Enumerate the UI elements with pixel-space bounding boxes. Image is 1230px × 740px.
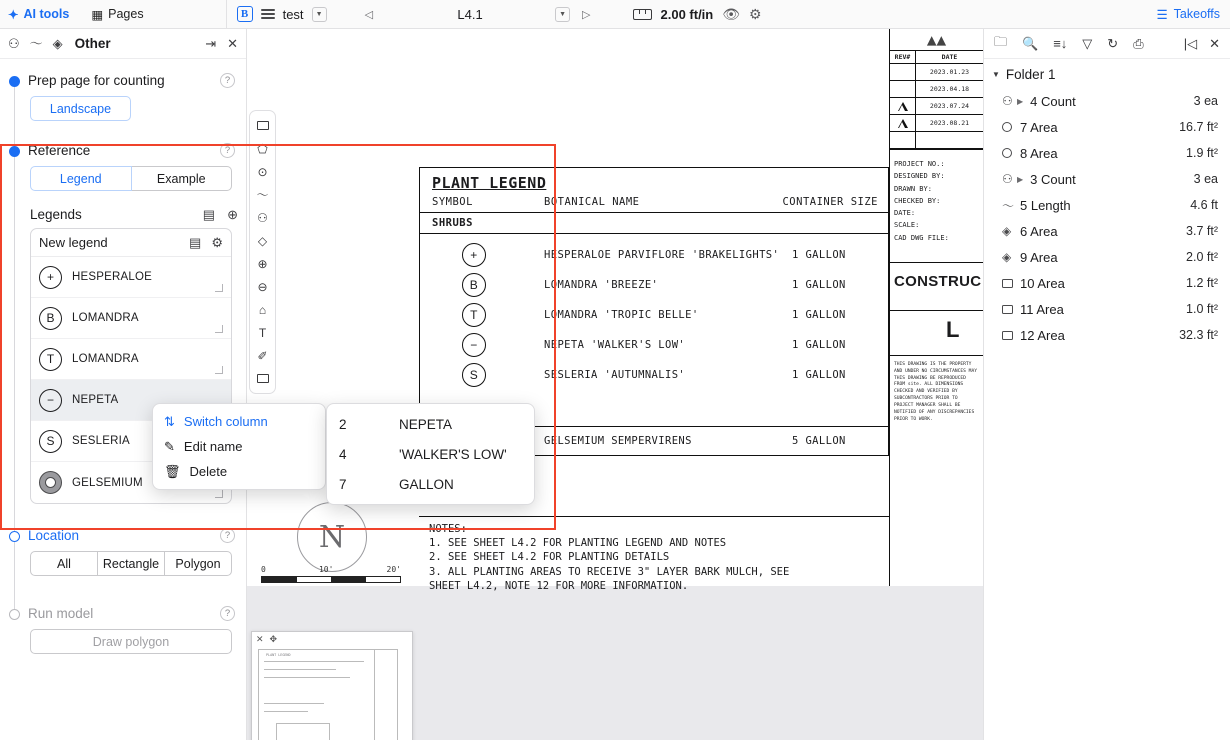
export-icon[interactable]: ⎙ [1133,35,1144,51]
count-tool-icon[interactable]: ⊙ [257,164,268,179]
note-line: SHEET L4.2, NOTE 12 FOR MORE INFORMATION. [429,579,689,592]
symbol-badge: T [39,348,62,371]
legend-row-name: NEPETA [72,394,119,406]
takeoff-value: 1.9 ft² [1186,146,1218,160]
note-line: 3. ALL PLANTING AREAS TO RECEIVE 3" LAYER BARK MULCH, SEE [429,565,790,578]
pages-label: Pages [108,7,144,21]
menu-item-label: Delete [189,464,228,479]
legend-settings-icon[interactable]: ⚙ [211,235,223,250]
column-option[interactable] [327,469,534,499]
page-dropdown-icon[interactable]: ▼ [555,7,570,22]
takeoff-name: 9 Area [1020,249,1058,265]
step-title [28,73,246,88]
meta-line: PROJECT NO.: [894,160,945,168]
current-page-label: L4.1 [457,6,483,22]
step-label: Reference [28,143,91,158]
plant-name: HESPERALOE PARVIFLORE 'BRAKELIGHTS' [544,249,780,261]
takeoffs-panel [983,29,1230,740]
polygon-tool-icon[interactable]: ⬠ [257,141,268,156]
scale-start: 0 [261,565,266,574]
plant-symbol: T [462,303,486,327]
count-icon: ⚇ [1002,172,1013,186]
symbol-badge: + [39,266,62,289]
area-icon[interactable]: ◈ [52,36,63,51]
revision-row [890,98,983,115]
takeoff-value: 32.3 ft² [1179,328,1218,342]
legend-columns-icon[interactable]: ▤ [189,235,202,250]
menu-item-edit-name[interactable] [153,434,325,459]
column-number: 4 [339,446,347,462]
header-container: CONTAINER SIZE [782,196,878,208]
menu-item-label: Switch column [183,414,268,429]
meta-line: SCALE: [894,221,920,230]
next-page-button[interactable]: ▷ [582,8,591,21]
column-value: 'WALKER'S LOW' [399,446,507,462]
takeoffs-toolbar [984,29,1230,59]
column-number: 7 [339,476,347,492]
rectangle-icon [1002,331,1017,340]
legends-header [30,207,238,222]
resize-grip[interactable] [215,325,223,333]
row-context-menu [152,403,326,490]
takeoff-name: 7 Area [1020,119,1058,135]
plant-symbol: + [462,243,486,267]
resize-grip[interactable] [215,490,223,498]
title-block [889,29,983,586]
chevron-down-icon[interactable]: ▼ [992,70,1000,79]
chevron-right-icon[interactable]: ▶ [1017,96,1024,106]
legend-row[interactable] [31,339,231,380]
takeoff-name: 11 Area [1020,301,1064,317]
plant-name: SESLERIA 'AUTUMNALIS' [544,369,686,381]
column-option[interactable] [327,409,534,439]
gear-icon[interactable]: ⚙ [749,5,762,22]
measure-tool-icon[interactable]: ✐ [257,348,268,363]
revision-row [890,115,983,132]
tab-rectangle[interactable]: Rectangle [98,551,165,576]
takeoff-name: 8 Area [1020,145,1058,161]
revision-row [890,81,983,98]
chevron-right-icon[interactable]: ▶ [1017,174,1024,184]
plant-size: 1 GALLON [792,279,846,291]
menu-icon[interactable] [261,6,275,21]
column-submenu [326,403,535,505]
sheet-number: L [946,316,960,342]
tab-legend[interactable]: Legend [30,166,132,191]
zoom-in-icon[interactable]: ⊕ [257,256,268,271]
takeoff-value: 4.6 ft [1190,198,1218,212]
plant-size: 1 GALLON [792,339,846,351]
page-thumbnail-overlay[interactable] [251,631,413,740]
legend-row-name: LOMANDRA [72,312,139,324]
header-botanical: BOTANICAL NAME [544,196,640,208]
close-icon[interactable]: ✕ [227,36,238,51]
count-icon: ⚇ [1002,94,1013,108]
legend-row[interactable] [31,298,231,339]
landscape-button[interactable]: Landscape [30,96,131,121]
page-navigator [353,7,603,22]
new-folder-icon[interactable]: 🗀 [994,33,1008,49]
legend-row[interactable] [31,257,231,298]
workflow-steps [0,59,246,654]
legend-card-header [31,229,231,257]
plant-name: LOMANDRA 'BREEZE' [544,279,659,291]
revision-row [890,132,983,149]
scale-value[interactable]: 2.00 ft/in [660,6,714,22]
takeoffs-label: Takeoffs [1173,7,1220,21]
plant-row [420,240,888,270]
plant-legend-title: PLANT LEGEND [432,174,547,192]
location-tabs [30,551,232,576]
takeoff-item[interactable] [984,140,1230,166]
area-icon: ◈ [1002,224,1012,238]
takeoff-value: 3 ea [1193,94,1218,108]
pencil-icon: ✎ [164,438,175,454]
area-icon [1002,148,1017,158]
panel-title: Other [74,36,111,51]
left-panel-header [0,29,246,59]
column-icon: ⇅ [164,413,175,429]
trash-icon: 🗑 [164,463,181,479]
help-icon[interactable]: ? [220,606,235,621]
dynamic-count-tool-icon[interactable]: ⚇ [257,210,268,225]
takeoff-name: 5 Length [1020,197,1071,213]
step-dot [9,76,20,87]
ruler-icon [633,9,652,20]
step-location [0,528,246,576]
plant-size: 1 GALLON [792,249,846,261]
takeoff-value: 3 ea [1193,172,1218,186]
area-icon: ◈ [1002,250,1012,264]
rectangle-icon [1002,279,1017,288]
folder-label: Folder 1 [1005,67,1056,82]
menu-item-switch-column[interactable] [153,409,325,434]
symbol-badge: B [39,307,62,330]
area-icon [1002,122,1017,132]
collapse-icon[interactable]: ⇥ [205,36,217,51]
takeoff-value: 2.0 ft² [1186,250,1218,264]
plant-row [420,360,888,390]
meta-line: DRAWN BY: [894,184,932,193]
ai-tools-label: AI tools [23,7,70,21]
meta-line: DESIGNED BY: [894,172,945,181]
north-letter: N [318,519,346,555]
tab-polygon[interactable]: Polygon [165,551,232,576]
legend-row-name: GELSEMIUM [72,476,143,489]
takeoffs-button[interactable] [1156,7,1220,22]
search-icon[interactable]: 🔍 [1022,35,1039,51]
bluebeam-logo-icon: B [237,6,253,22]
warning-triangle-icon [898,102,908,111]
meta-line: CHECKED BY: [894,196,941,205]
drawing-canvas[interactable] [247,29,983,740]
legend-name[interactable]: New legend [39,235,108,250]
length-icon: 〜 [1002,198,1015,213]
step-label: Prep page for counting [28,73,165,88]
plant-row [420,270,888,300]
refresh-icon[interactable]: ↻ [1107,35,1119,51]
previous-page-button[interactable]: ◁ [364,8,374,21]
titleblock-logo: ▲▲ [890,29,983,51]
takeoff-value: 1.0 ft² [1186,302,1218,316]
step-label: Run model [28,606,94,621]
legend-row-name: HESPERALOE [72,271,152,283]
plant-legend-headers [420,194,888,213]
plant-symbol: B [462,273,486,297]
add-legend-icon[interactable]: ⊕ [227,207,238,222]
symbol-badge: S [39,430,62,453]
meta-line: DATE: [894,209,916,217]
takeoff-name: 12 Area [1020,327,1065,343]
document-dropdown-icon[interactable]: ▼ [312,7,327,22]
scale-segment [633,6,762,23]
construction-label: CONSTRUC [894,272,982,290]
takeoff-name: 4 Count [1030,93,1076,109]
rectangle-tool-icon[interactable] [252,115,273,136]
rectangle-icon [1002,305,1017,314]
count-icon[interactable]: ⚇ [8,36,20,51]
sort-icon[interactable]: ≡↓ [1053,36,1068,51]
plant-size: 1 GALLON [792,369,846,381]
top-toolbar [0,0,1230,29]
document-name[interactable]: test [282,6,304,22]
pages-button[interactable] [91,7,143,22]
grid-icon: ▦ [91,7,104,22]
plant-row [420,330,888,360]
takeoff-item[interactable] [984,244,1230,270]
project-metadata [890,149,983,244]
plant-symbol: − [462,333,486,357]
plant-name: LOMANDRA 'TROPIC BELLE' [544,309,699,321]
legend-row-name: LOMANDRA [72,353,139,365]
step-label: Location [28,528,80,543]
tool-palette [249,110,276,394]
thumbnail-header [252,632,412,647]
thumbnail-body: PLANT LEGEND [252,647,412,740]
revision-date: 2023.04.18 [929,85,970,93]
takeoff-value: 16.7 ft² [1179,120,1218,134]
length-tool-icon[interactable]: 〜 [256,188,269,202]
filter-icon[interactable]: ▽ [1082,35,1093,51]
collapse-panel-icon[interactable]: |◁ [1183,35,1198,51]
plant-symbol: S [462,363,486,387]
scale-mid: 10' [318,565,334,574]
move-icon[interactable]: ✥ [269,634,278,644]
takeoff-folder[interactable] [984,59,1230,88]
menu-item-label: Edit name [183,439,243,454]
length-icon[interactable]: 〜 [29,36,43,51]
step-title [28,606,246,621]
takeoff-item[interactable] [984,114,1230,140]
revision-date: 2023.07.24 [929,102,970,110]
step-title [28,528,246,543]
help-icon[interactable]: ? [220,73,235,88]
plant-size: 5 GALLON [792,435,846,447]
plant-row [420,300,888,330]
eraser-tool-icon[interactable]: ◇ [257,233,268,248]
takeoff-item[interactable] [984,218,1230,244]
resize-grip[interactable] [215,366,223,374]
plant-name: NEPETA 'WALKER'S LOW' [544,339,686,351]
help-icon[interactable]: ? [220,143,235,158]
takeoff-item[interactable] [984,192,1230,218]
symbol-badge [39,471,62,494]
step-prep-page [0,73,246,121]
scale-bar [261,565,401,583]
column-number: 2 [339,416,347,432]
takeoff-item[interactable] [984,322,1230,348]
symbol-badge: − [39,389,62,412]
revision-table [890,51,983,149]
resize-grip[interactable] [215,284,223,292]
rev-header-date: DATE [941,53,958,61]
scale-end: 20' [386,565,401,574]
tab-all[interactable]: All [30,551,98,576]
close-icon[interactable]: ✕ [256,634,264,644]
takeoff-name: 10 Area [1020,275,1065,291]
column-value: NEPETA [399,416,453,432]
note-line: 1. SEE SHEET L4.2 FOR PLANTING LEGEND AND NOTES [429,537,727,550]
takeoff-item[interactable] [984,88,1230,114]
draw-polygon-button[interactable]: Draw polygon [30,629,232,654]
revision-date: 2023.08.21 [929,119,970,127]
column-option[interactable] [327,439,534,469]
list-icon: ☰ [1156,7,1168,22]
takeoff-name: 6 Area [1020,223,1058,239]
help-icon[interactable]: ? [220,528,235,543]
close-panel-icon[interactable]: ✕ [1209,35,1220,51]
north-arrow-icon [297,502,367,572]
takeoff-value: 3.7 ft² [1186,224,1218,238]
takeoff-item[interactable] [984,270,1230,296]
plant-group-shrubs: SHRUBS [420,213,888,234]
warning-triangle-icon [898,119,908,128]
reference-tabs [30,166,232,191]
tab-example[interactable]: Example [132,166,233,191]
takeoff-name: 3 Count [1030,171,1076,187]
legend-list-icon[interactable]: ▤ [202,207,216,222]
revision-row [890,64,983,81]
legend-row-name: SESLERIA [72,435,130,447]
step-run-model [0,606,246,654]
rev-header-num: REV# [890,51,916,63]
takeoff-item[interactable] [984,296,1230,322]
notes-title: NOTES: [429,523,467,535]
header-symbol: SYMBOL [432,196,473,208]
note-line: 2. SEE SHEET L4.2 FOR PLANTING DETAILS [429,551,670,564]
plant-name: GELSEMIUM SEMPERVIRENS [544,435,692,447]
step-dot [9,146,20,157]
ai-tools-button[interactable] [8,7,69,22]
document-segment [227,6,327,22]
step-title [28,143,246,158]
home-icon[interactable]: ⌂ [258,302,267,317]
step-dot [9,531,20,542]
column-value: GALLON [399,476,454,492]
step-dot [9,609,20,620]
zoom-out-icon[interactable]: ⊖ [257,279,268,294]
takeoff-item[interactable] [984,166,1230,192]
takeoff-value: 1.2 ft² [1186,276,1218,290]
left-panel [0,29,247,740]
revision-date: 2023.01.23 [929,68,970,76]
text-tool-icon[interactable]: T [258,325,267,340]
eye-off-icon[interactable]: 👁 [722,5,741,22]
legal-note: THIS DRAWING IS THE PROPERTY AND UNDER NO CIRCUMSTANCES MAY THIS DRAWING BE REPRODUCED FROM site. ALL DIMENSIONS CHECKED AND VERIFIED BY SUBCONTRACTORS PRIOR TO PROJECT MANAGER SHALL BE NOTIFIED OF ANY DISCREPANCIES PRIOR TO WORK. [894,361,977,422]
sparkle-icon: ✦ [8,7,19,22]
menu-item-delete[interactable] [153,459,325,484]
meta-line: CAD DWG FILE: [894,233,949,242]
drawing-notes [419,516,889,593]
plant-size: 1 GALLON [792,309,846,321]
shape-tool-icon[interactable] [252,368,273,389]
legends-label: Legends [30,207,82,222]
